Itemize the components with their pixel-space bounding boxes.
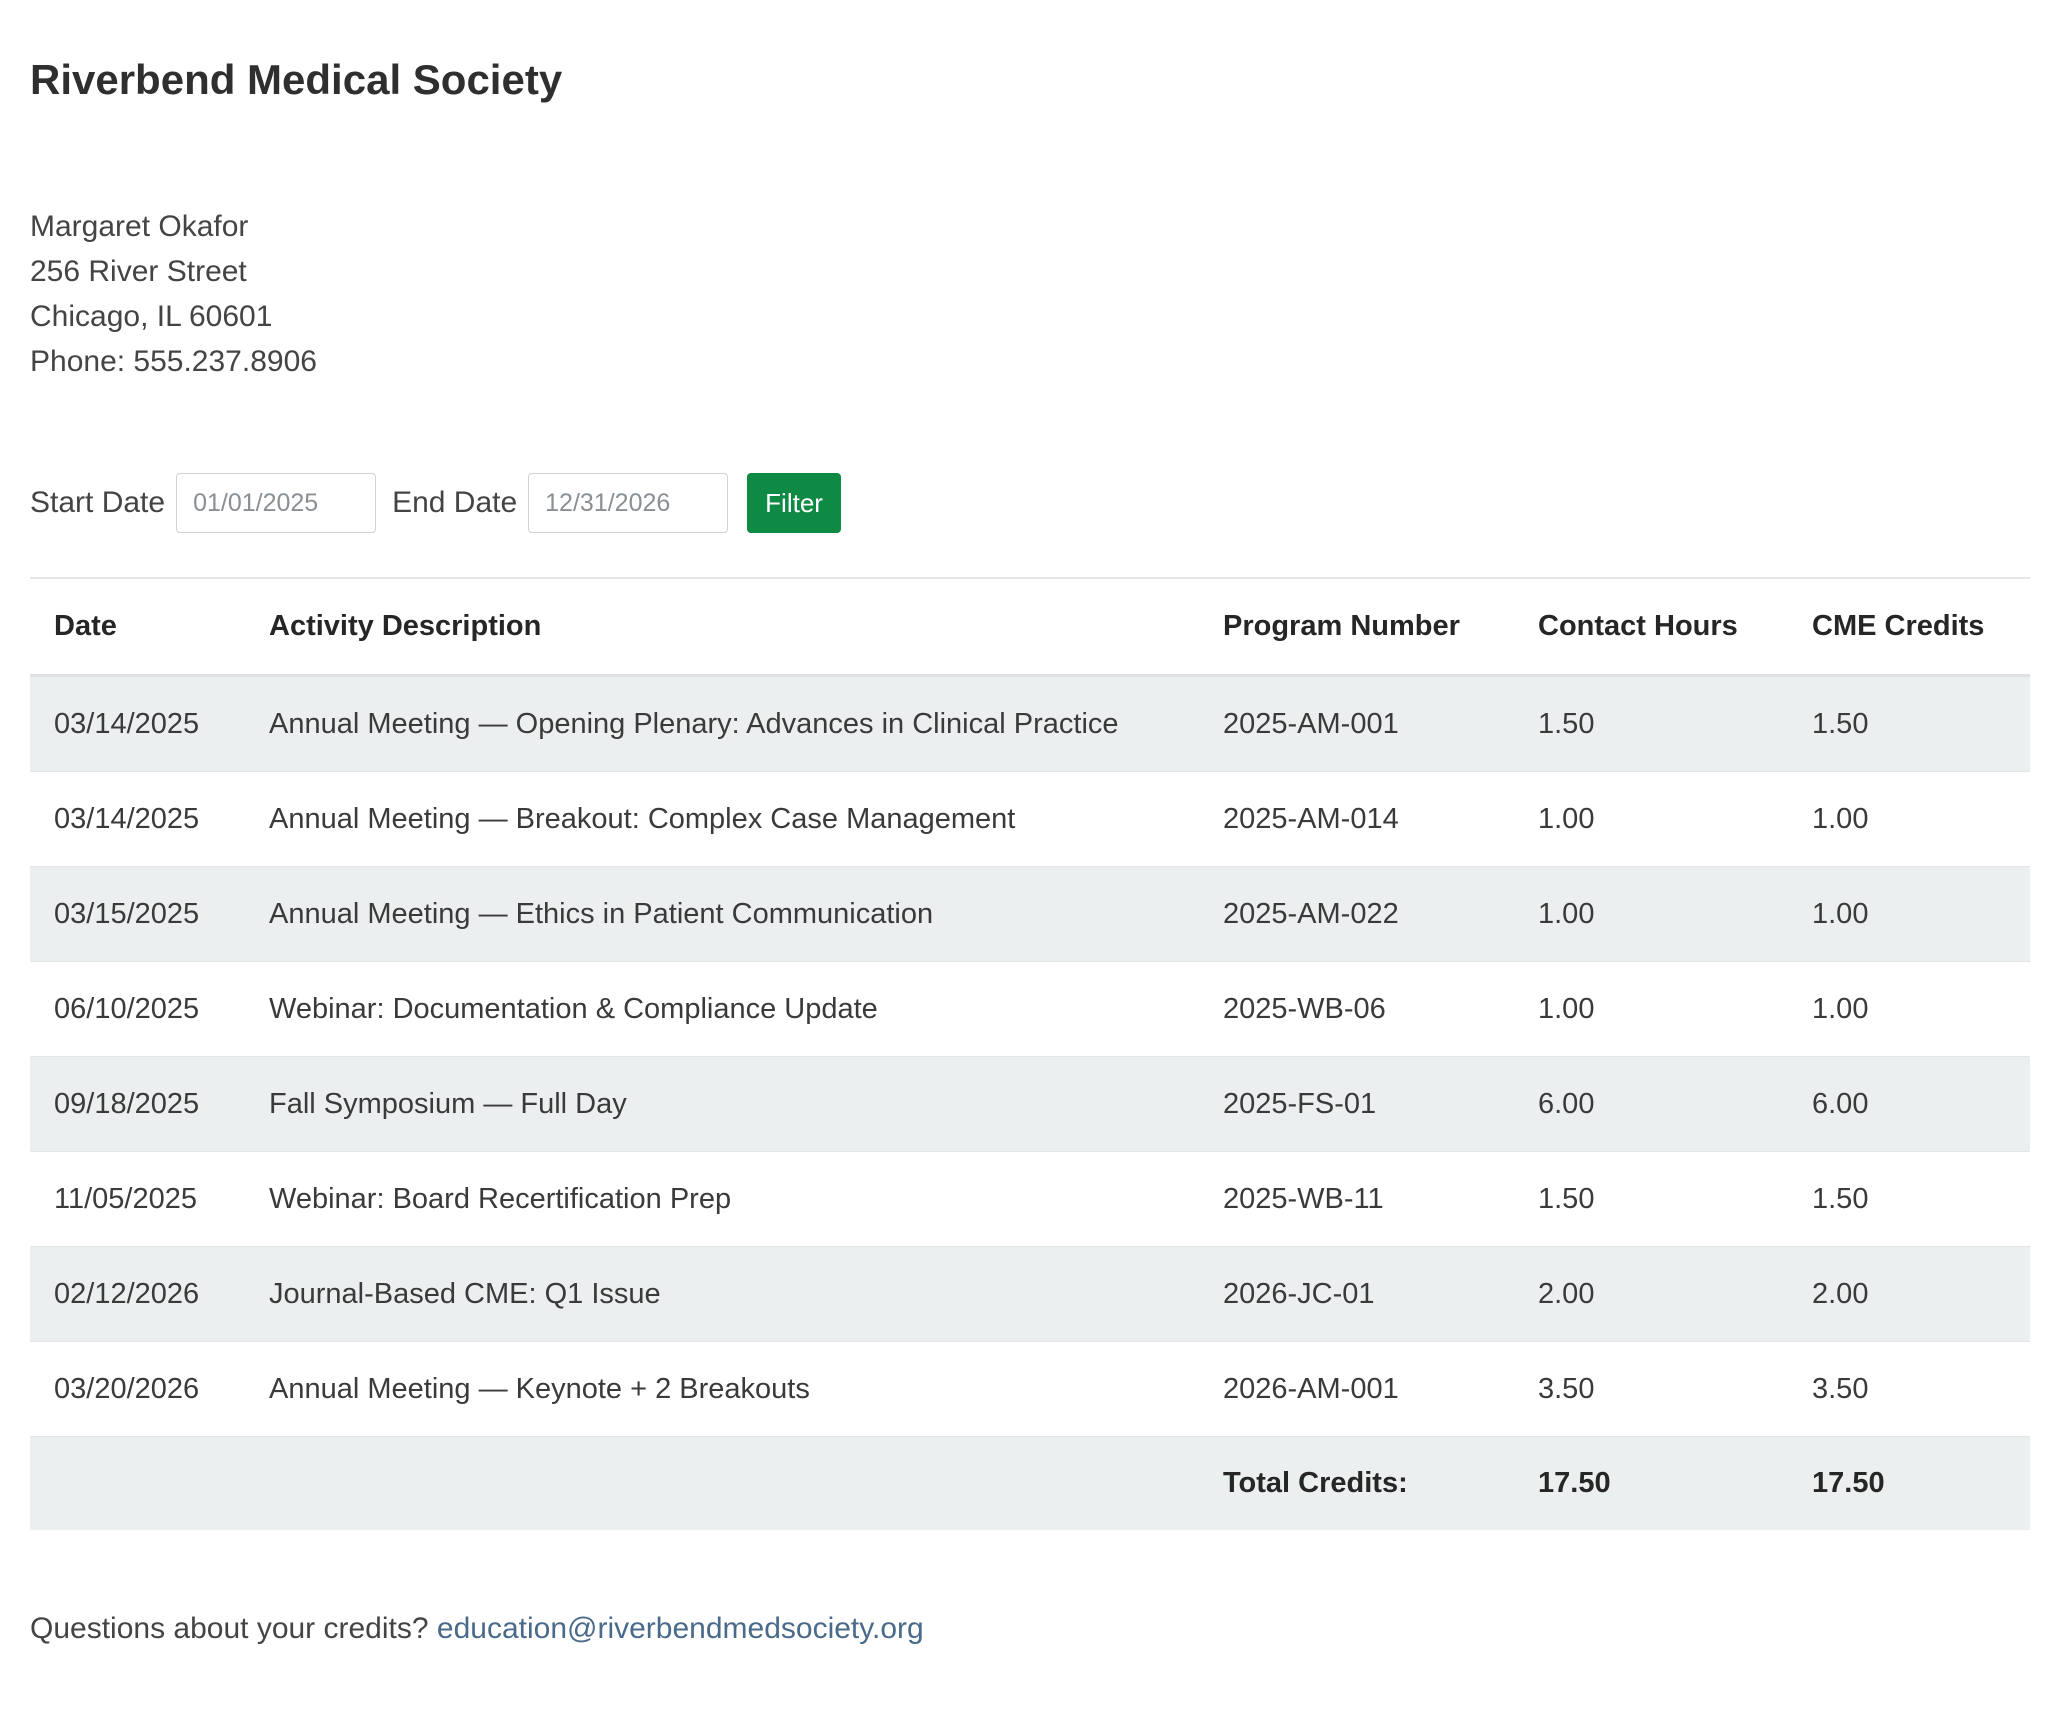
cell-activity: Journal-Based CME: Q1 Issue [245,1247,1199,1342]
cell-activity: Webinar: Documentation & Compliance Update [245,962,1199,1057]
table-row [30,772,2030,867]
cell-activity: Annual Meeting — Ethics in Patient Communication [245,867,1199,962]
column-header-program: Program Number [1199,578,1514,676]
total-empty-cell [30,1437,245,1531]
member-phone: Phone: 555.237.8906 [30,345,317,378]
cell-program-number: 2025-AM-022 [1199,867,1514,962]
cell-date: 11/05/2025 [30,1152,245,1247]
table-row [30,867,2030,962]
cell-program-number: 2025-AM-014 [1199,772,1514,867]
cell-program-number: 2025-WB-06 [1199,962,1514,1057]
total-contact-hours: 17.50 [1514,1437,1788,1531]
cell-cme-credits: 6.00 [1788,1057,2030,1152]
member-city-line: Chicago, IL 60601 [30,300,273,333]
table-row [30,1152,2030,1247]
cell-contact-hours: 1.50 [1514,1152,1788,1247]
cell-activity: Webinar: Board Recertification Prep [245,1152,1199,1247]
cell-date: 03/14/2025 [30,772,245,867]
cell-program-number: 2025-WB-11 [1199,1152,1514,1247]
table-row [30,962,2030,1057]
cell-contact-hours: 2.00 [1514,1247,1788,1342]
page-title: Riverbend Medical Society [30,56,563,103]
cell-program-number: 2025-AM-001 [1199,676,1514,772]
credits-table [30,577,2030,1530]
cell-activity: Annual Meeting — Opening Plenary: Advances in Clinical Practice [245,676,1199,772]
table-header-row [30,578,2030,676]
total-row [30,1437,2030,1531]
cell-cme-credits: 1.00 [1788,867,2030,962]
cell-cme-credits: 1.50 [1788,1152,2030,1247]
table-row [30,1247,2030,1342]
cell-contact-hours: 1.50 [1514,676,1788,772]
cell-activity: Annual Meeting — Breakout: Complex Case Management [245,772,1199,867]
column-header-contact-hours: Contact Hours [1514,578,1788,676]
cell-cme-credits: 1.00 [1788,772,2030,867]
cell-cme-credits: 1.00 [1788,962,2030,1057]
member-name: Margaret Okafor [30,210,249,243]
end-date-label: End Date [392,486,518,519]
date-filter-bar [30,472,841,534]
table-row [30,1057,2030,1152]
filter-button[interactable]: Filter [747,473,841,533]
cell-contact-hours: 1.00 [1514,867,1788,962]
total-cme-credits: 17.50 [1788,1437,2030,1531]
cell-program-number: 2026-AM-001 [1199,1342,1514,1437]
cell-date: 03/20/2026 [30,1342,245,1437]
column-header-date: Date [30,578,245,676]
total-empty-cell [245,1437,1199,1531]
table-row [30,1342,2030,1437]
cell-date: 06/10/2025 [30,962,245,1057]
cell-date: 02/12/2026 [30,1247,245,1342]
cell-activity: Annual Meeting — Keynote + 2 Breakouts [245,1342,1199,1437]
cell-contact-hours: 6.00 [1514,1057,1788,1152]
cell-date: 03/15/2025 [30,867,245,962]
cell-contact-hours: 1.00 [1514,962,1788,1057]
table-row [30,676,2030,772]
cell-program-number: 2026-JC-01 [1199,1247,1514,1342]
cell-cme-credits: 1.50 [1788,676,2030,772]
cell-date: 09/18/2025 [30,1057,245,1152]
cell-contact-hours: 3.50 [1514,1342,1788,1437]
start-date-label: Start Date [30,486,166,519]
start-date-input[interactable] [176,473,376,533]
footer-contact [30,1612,924,1646]
member-street: 256 River Street [30,255,247,288]
cell-cme-credits: 2.00 [1788,1247,2030,1342]
cell-program-number: 2025-FS-01 [1199,1057,1514,1152]
column-header-activity: Activity Description [245,578,1199,676]
cell-contact-hours: 1.00 [1514,772,1788,867]
footer-question: Questions about your credits? [30,1612,437,1645]
member-address [30,204,317,384]
end-date-input[interactable] [528,473,728,533]
cell-date: 03/14/2025 [30,676,245,772]
total-label: Total Credits: [1199,1437,1514,1531]
cell-cme-credits: 3.50 [1788,1342,2030,1437]
column-header-cme-credits: CME Credits [1788,578,2030,676]
contact-email-link[interactable]: education@riverbendmedsociety.org [436,1612,924,1645]
cell-activity: Fall Symposium — Full Day [245,1057,1199,1152]
